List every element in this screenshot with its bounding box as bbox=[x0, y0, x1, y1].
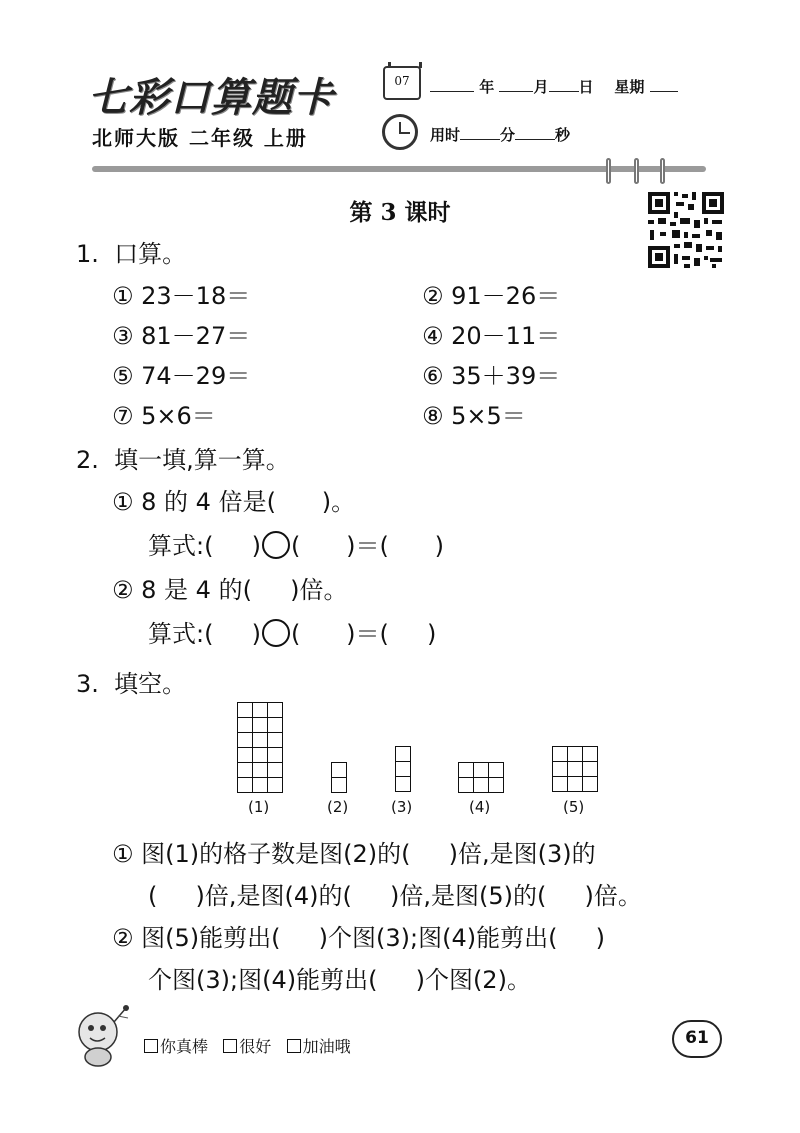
q2-part2[interactable]: ② 8 是 4 的( )倍。 bbox=[112, 576, 348, 604]
week-blank[interactable] bbox=[650, 78, 678, 92]
edition-subtitle: 北师大版 二年级 上册 bbox=[92, 126, 308, 150]
q3-sentence1-line1[interactable]: ① 图(1)的格子数是图(2)的( )倍,是图(3)的 bbox=[112, 840, 596, 868]
month-label: 月 bbox=[533, 78, 549, 96]
rating-checkbox[interactable] bbox=[223, 1039, 237, 1053]
figure-4-label: (4) bbox=[469, 798, 491, 816]
calendar-icon bbox=[383, 66, 421, 100]
formula-right: ( )＝( ) bbox=[290, 532, 444, 560]
q1-item-3[interactable]: ③ 81－27＝ bbox=[112, 322, 251, 350]
header-divider bbox=[92, 166, 706, 172]
month-blank[interactable] bbox=[499, 78, 533, 92]
rating-checkbox[interactable] bbox=[144, 1039, 158, 1053]
year-label: 年 bbox=[479, 78, 495, 96]
q1-item-2[interactable]: ② 91－26＝ bbox=[422, 282, 561, 310]
page-number: 61 bbox=[672, 1020, 722, 1058]
q1-item-4[interactable]: ④ 20－11＝ bbox=[422, 322, 561, 350]
figure-3-label: (3) bbox=[391, 798, 413, 816]
time-line bbox=[430, 124, 570, 145]
year-blank[interactable] bbox=[430, 78, 474, 92]
rating-checkbox[interactable] bbox=[287, 1039, 301, 1053]
week-label: 星期 bbox=[614, 78, 645, 96]
binder-ring-icon bbox=[606, 158, 611, 184]
minutes-blank[interactable] bbox=[460, 126, 500, 140]
q2-heading: 2. 填一填,算一算。 bbox=[76, 446, 290, 474]
q3-sentence1-line2[interactable]: ( )倍,是图(4)的( )倍,是图(5)的( )倍。 bbox=[148, 882, 642, 910]
clock-icon bbox=[382, 114, 418, 150]
operator-circle[interactable] bbox=[262, 619, 290, 647]
calendar-number: 07 bbox=[394, 74, 410, 88]
binder-ring-icon bbox=[634, 158, 639, 184]
q1-item-1[interactable]: ① 23－18＝ bbox=[112, 282, 251, 310]
figure-1-label: (1) bbox=[248, 798, 270, 816]
date-line bbox=[430, 76, 678, 97]
rating-label-2: 很好 bbox=[239, 1037, 272, 1056]
figure-1-grid bbox=[237, 702, 283, 793]
lesson-title: 第 3 课时 bbox=[349, 199, 451, 226]
q3-sentence2-line1[interactable]: ② 图(5)能剪出( )个图(3);图(4)能剪出( ) bbox=[112, 924, 605, 952]
brand-title: 七彩口算题卡 bbox=[88, 74, 334, 121]
binder-ring-icon bbox=[660, 158, 665, 184]
figure-5-label: (5) bbox=[563, 798, 585, 816]
seconds-label: 秒 bbox=[555, 126, 571, 144]
figure-2-grid bbox=[331, 762, 347, 793]
figure-4-grid bbox=[458, 762, 504, 793]
minutes-label: 分 bbox=[500, 126, 516, 144]
q2-part1[interactable]: ① 8 的 4 倍是( )。 bbox=[112, 488, 356, 516]
q1-heading: 1. 口算。 bbox=[76, 240, 187, 268]
rating-options bbox=[144, 1034, 351, 1057]
mascot-illustration bbox=[70, 1002, 132, 1068]
q1-item-6[interactable]: ⑥ 35＋39＝ bbox=[422, 362, 561, 390]
qr-code[interactable] bbox=[646, 190, 726, 270]
time-label: 用时 bbox=[430, 126, 461, 144]
q1-item-5[interactable]: ⑤ 74－29＝ bbox=[112, 362, 251, 390]
operator-circle[interactable] bbox=[262, 531, 290, 559]
rating-label-3: 加油哦 bbox=[302, 1037, 351, 1056]
seconds-blank[interactable] bbox=[515, 126, 555, 140]
day-blank[interactable] bbox=[549, 78, 579, 92]
figure-3-grid bbox=[395, 746, 411, 792]
day-label: 日 bbox=[578, 78, 594, 96]
q3-heading: 3. 填空。 bbox=[76, 670, 187, 698]
q3-sentence2-line2[interactable]: 个图(3);图(4)能剪出( )个图(2)。 bbox=[148, 966, 531, 994]
q2-part1-formula[interactable] bbox=[148, 526, 444, 561]
figure-5-grid bbox=[552, 746, 598, 792]
q1-item-7[interactable]: ⑦ 5×6＝ bbox=[112, 402, 216, 430]
formula-left: 算式:( ) bbox=[148, 532, 261, 560]
formula-right: ( )＝( ) bbox=[290, 620, 437, 648]
figure-2-label: (2) bbox=[327, 798, 349, 816]
q1-item-8[interactable]: ⑧ 5×5＝ bbox=[422, 402, 526, 430]
rating-label-1: 你真棒 bbox=[160, 1037, 209, 1056]
q2-part2-formula[interactable] bbox=[148, 614, 436, 649]
formula-left: 算式:( ) bbox=[148, 620, 261, 648]
